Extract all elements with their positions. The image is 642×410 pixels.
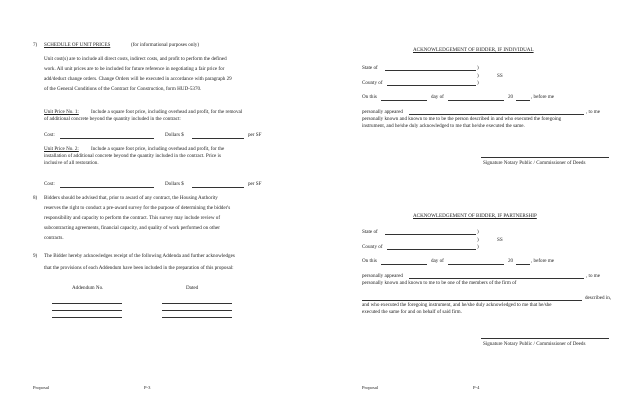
- addendum-field-3[interactable]: [52, 317, 122, 318]
- page-p4: [321, 0, 642, 410]
- appeared-field-2[interactable]: [409, 278, 584, 279]
- addendum-field-1[interactable]: [52, 303, 122, 304]
- before-me-label-2: , before me: [531, 258, 555, 264]
- signature-label-1: Signature Notary Public / Commissioner of Deeds: [483, 160, 586, 166]
- cost-field-2[interactable]: [60, 187, 154, 188]
- personally-appeared-label-1: personally appeared: [362, 109, 403, 115]
- signature-line-2[interactable]: [481, 338, 609, 339]
- section-7-line-2: work. All unit prices are to be included for future reference in negotiating a fair price for: [44, 66, 225, 72]
- ack-individual-body-2: instrument, and he/she duly acknowledged to me that he/she executed the same.: [362, 123, 525, 129]
- state-of-label-2: State of: [362, 229, 378, 235]
- ss-label-2: SS: [497, 237, 503, 243]
- section-8-line-1: Bidders should be advised that, prior to award of any contract, the Housing Authority: [44, 195, 218, 201]
- ack-individual-body-1: personally known and known to me to be the person described in and who executed the foregoing: [362, 116, 562, 122]
- county-of-label-2: County of: [362, 244, 383, 250]
- unit-price-1-line-2: of additional concrete beyond the quantity included in the contract:: [44, 116, 181, 122]
- addendum-field-2[interactable]: [52, 310, 122, 311]
- day-field-2[interactable]: [381, 264, 427, 265]
- appeared-field-1[interactable]: [409, 114, 584, 115]
- page-number-right: P-4: [473, 385, 480, 390]
- paren-2b: ): [477, 237, 479, 243]
- unit-price-1-line-1: Include a square foot price, including overhead and profit, for the removal: [91, 109, 243, 115]
- per-sf-label-2: per SF: [248, 181, 262, 187]
- signature-line-1[interactable]: [481, 157, 609, 158]
- page-number-left: P-3: [144, 385, 151, 390]
- dated-column-header: Dated: [186, 285, 199, 291]
- on-this-label-1: On this: [362, 94, 377, 100]
- firm-name-field[interactable]: [362, 300, 582, 301]
- dollars-label-1: Dollars $: [165, 132, 184, 138]
- day-field-1[interactable]: [381, 100, 427, 101]
- section-8-line-5: contracts.: [44, 235, 64, 241]
- dollars-field-2[interactable]: [192, 187, 244, 188]
- ack-individual-title: ACKNOWLEDGEMENT OF BIDDER, IF INDIVIDUAL: [413, 47, 534, 53]
- addendum-column-header: Addendum No.: [72, 285, 104, 291]
- paren-2c: ): [477, 244, 479, 250]
- described-in-label: described in,: [585, 295, 612, 301]
- paren-2a: ): [477, 229, 479, 235]
- to-me-label-1: , to me: [586, 109, 601, 115]
- day-of-label-2: day of: [431, 258, 444, 264]
- section-7-line-3: add/deduct change orders. Change Orders will be executed in accordance with paragraph 29: [44, 76, 232, 82]
- year-field-2[interactable]: [516, 264, 530, 265]
- month-field-1[interactable]: [448, 100, 504, 101]
- dated-field-1[interactable]: [162, 303, 232, 304]
- cost-field-1[interactable]: [60, 138, 154, 139]
- dollars-label-2: Dollars $: [165, 181, 184, 187]
- year-field-1[interactable]: [516, 100, 530, 101]
- county-field-2[interactable]: [387, 249, 476, 250]
- month-field-2[interactable]: [448, 264, 504, 265]
- dollars-field-1[interactable]: [192, 138, 244, 139]
- ack-partnership-body-1: personally known and known to me to be one of the members of the firm of: [362, 280, 517, 286]
- county-field-1[interactable]: [387, 85, 476, 86]
- section-9-number: 9): [33, 253, 38, 259]
- paren-1b: ): [477, 73, 479, 79]
- state-field-2[interactable]: [385, 234, 476, 235]
- dated-field-2[interactable]: [162, 310, 232, 311]
- state-field-1[interactable]: [385, 70, 476, 71]
- personally-appeared-label-2: personally appeared: [362, 273, 403, 279]
- paren-1a: ): [477, 65, 479, 71]
- section-7-line-1: Unit cost(s) are to include all direct costs, indirect costs, and profit to perform the defined: [44, 56, 227, 62]
- section-9-line-2: that the provisions of each Addendum have been included in the preparation of this proposal:: [44, 265, 234, 271]
- section-7-note: (for informational purposes only): [131, 42, 200, 48]
- before-me-label-1: , before me: [531, 94, 555, 100]
- per-sf-label-1: per SF: [248, 132, 262, 138]
- ss-label-1: SS: [497, 73, 503, 79]
- cost-label-1: Cost:: [44, 132, 55, 138]
- footer-label-left: Proposal: [33, 385, 50, 390]
- section-8-number: 8): [33, 195, 38, 201]
- signature-label-2: Signature Notary Public / Commissioner of Deeds: [483, 341, 586, 347]
- ack-partnership-body-3: executed the same for and on behalf of said firm.: [362, 309, 462, 315]
- unit-price-2-line-3: inclusive of all restoration.: [44, 160, 99, 166]
- section-7-title: SCHEDULE OF UNIT PRICES: [44, 42, 111, 48]
- section-9-line-1: The Bidder hereby acknowledges receipt of the following Addenda and further acknowledges: [44, 253, 235, 259]
- unit-price-2-line-2: installation of additional concrete beyond the quantity included in the contract. Price is: [44, 153, 221, 159]
- on-this-label-2: On this: [362, 258, 377, 264]
- year-prefix-2: 20: [508, 258, 514, 264]
- unit-price-2-label: Unit Price No. 2:: [44, 146, 79, 152]
- state-of-label-1: State of: [362, 65, 378, 71]
- ack-partnership-title: ACKNOWLEDGEMENT OF BIDDER, IF PARTNERSHIP: [413, 213, 537, 219]
- unit-price-1-label: Unit Price No. 1:: [44, 109, 79, 115]
- section-8-line-3: responsibility and capacity to perform the contract. This survey may include review of: [44, 215, 221, 221]
- ack-partnership-body-2: and who executed the foregoing instrument, and he/she duly acknowledged to me that he/she: [362, 302, 552, 308]
- footer-label-right: Proposal: [362, 385, 379, 390]
- section-7-line-4: of the General Conditions of the Contract for Construction, form HUD-5370.: [44, 86, 202, 92]
- day-of-label-1: day of: [431, 94, 444, 100]
- unit-price-2-line-1: Include a square foot price, including overhead and profit, for the: [91, 146, 225, 152]
- section-8-line-2: reserves the right to conduct a pre-award survey for the purpose of determining the bidder's: [44, 205, 231, 211]
- cost-label-2: Cost:: [44, 181, 55, 187]
- to-me-label-2: , to me: [586, 273, 601, 279]
- paren-1c: ): [477, 80, 479, 86]
- section-7-number: 7): [33, 42, 38, 48]
- dated-field-3[interactable]: [162, 317, 232, 318]
- section-8-line-4: subcontracting agreements, financial capacity, and quality of work performed on other: [44, 225, 220, 231]
- county-of-label-1: County of: [362, 80, 383, 86]
- year-prefix-1: 20: [508, 94, 514, 100]
